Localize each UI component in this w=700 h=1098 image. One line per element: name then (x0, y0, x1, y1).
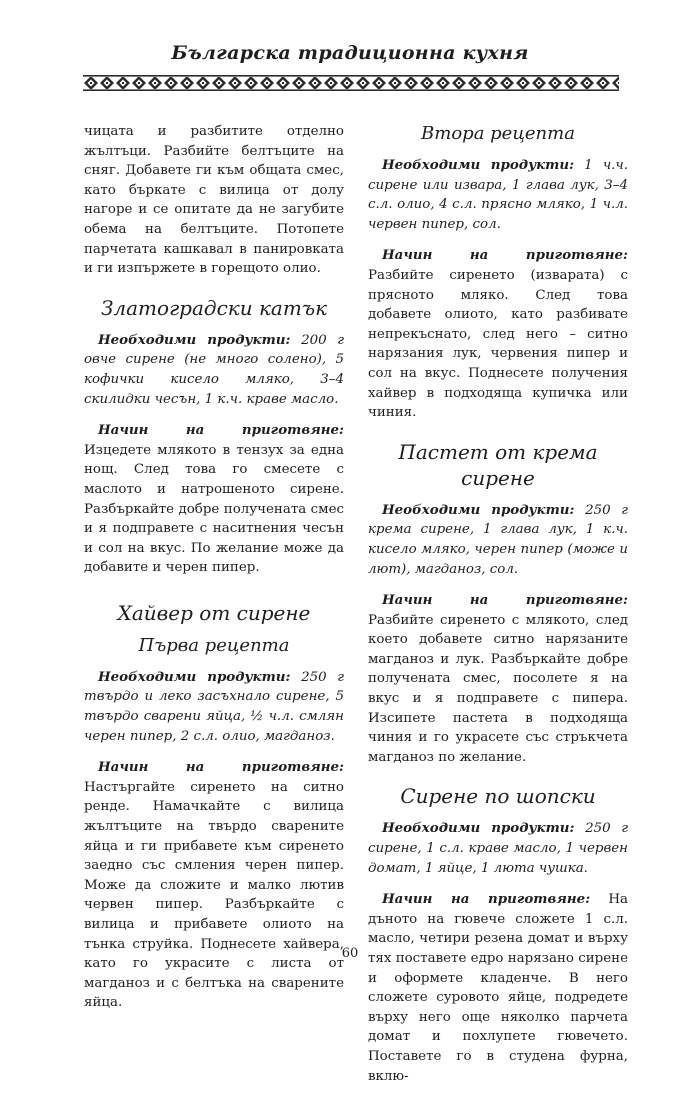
recipe-title-sirene-po-shopski: Сирене по шопски (400, 784, 596, 809)
method-paragraph (368, 246, 628, 422)
recipe-title-haiver-ot-sirene: Хайвер от сирене (117, 600, 311, 625)
method-text: Изцедете млякото в тензух за една нощ. След това го смесете с маслото и натрошеното сирене. Разбъркайте добре получената смес и я подправете с наситнения чесън и сол на вкус. По желание може да добавите и черен пипер. (84, 442, 344, 576)
ingredients-label: Необходими продукти: (382, 820, 575, 837)
ingredients-text: 200 г овче сирене (не много солено), 5 кофички кисело мляко, 3–4 скилидки чесън, 1 к.ч. краве масло. (84, 332, 344, 407)
method-paragraph (84, 421, 344, 578)
method-label: Начин на приготвяне: (98, 422, 344, 439)
ornamental-border (83, 75, 619, 91)
recipe-title-zlatogradski-katak: Златоградски катък (100, 295, 328, 320)
ingredients-text: 250 г крема сирене, 1 глава лук, 1 к.ч. кисело мляко, черен пипер (може и лют), магданоз, сол. (368, 502, 628, 577)
ingredients-text: 1 ч.ч. сирене или извара, 1 глава лук, 3–4 с.л. олио, 4 с.л. прясно мляко, 1 ч.л. червен пипер, сол. (368, 158, 628, 232)
running-head-title: Българска традиционна кухня (171, 42, 529, 64)
ingredients-label: Необходими продукти: (98, 331, 291, 348)
method-text: На дъното на гювече сложете 1 с.л. масло, четири резена домат и върху тях поставете едро нарязано сирене и оформете кладенче. В него сложете суровото яйце, подредете върху него още няколко парчета домат и похлупете гювечето. Поставете го в студена фурна, вклю- (368, 892, 628, 1084)
ingredients-paragraph (84, 668, 344, 746)
method-label: Начин на приготвяне: (382, 891, 591, 908)
method-label: Начин на приготвяне: (382, 592, 628, 609)
ingredients-paragraph (368, 819, 628, 878)
ingredients-label: Необходими продукти: (382, 501, 575, 518)
recipe-title-pastet: Пастет от крема сирене (398, 439, 598, 490)
method-text: Настъргайте сиренето на ситно ренде. Намачкайте с вилица жълтъците на твърдо сварените яйца и ги прибавете към сиренето заедно със смления черен пипер. Може да сложите и малко лютив червен пипер. Разбъркайте с вилица и прибавете олиото на тънка струйка. Поднесете хайвера, като го украсите с листа от магданоз и с белтъка на сварените яйца. (84, 779, 344, 1011)
recipe-subtitle-second: Втора рецепта (421, 123, 575, 144)
ingredients-text: 250 г сирене, 1 с.л. краве масло, 1 червен домат, 1 яйце, 1 люта чушка. (368, 821, 628, 876)
recipe-subtitle-first: Първа рецепта (138, 634, 290, 656)
ingredients-paragraph (84, 331, 344, 409)
method-paragraph (368, 591, 628, 767)
method-paragraph (368, 890, 628, 1086)
ingredients-label: Необходими продукти: (98, 668, 291, 685)
method-paragraph (84, 758, 344, 1013)
ingredients-paragraph (368, 501, 628, 579)
method-label: Начин на приготвяне: (382, 247, 628, 264)
left-column (84, 122, 344, 1025)
continuation-paragraph: чицата и разбитите отделно жълтъци. Разбийте белтъците на сняг. Добавете ги към общата смес, като бъркате с вилица от долу нагоре и се опитате да не загубите обема на белтъците. Потопете парчетата кашкавал в панировката и ги изпържете в горещото олио. (84, 124, 344, 277)
ingredients-text: 250 г твърдо и леко засъхнало сирене, 5 твърдо сварени яйца, ½ ч.л. смлян черен пипер, 2 с.л. олио, магданоз. (84, 669, 344, 744)
ingredients-paragraph (368, 156, 628, 234)
method-label: Начин на приготвяне: (98, 759, 344, 776)
ingredients-label: Необходими продукти: (382, 157, 575, 173)
method-text: Разбийте сиренето (изварата) с прясното мляко. След това добавете олиото, като разбивате непрекъснато, след него – ситно нарязания лук, червения пипер и сол на вкус. Поднесете получения хайвер в подходяща купичка или чиния. (368, 267, 628, 421)
page-number: 60 (341, 946, 359, 961)
method-text: Разбийте сиренето с млякото, след което добавете ситно нарязаните магданоз и лук. Разбъркайте добре получената смес, посолете я на вкус и я подправете с пипера. Изсипете пастета в подходяща чиния и го украсете със стръкчета магданоз по желание. (368, 612, 628, 765)
